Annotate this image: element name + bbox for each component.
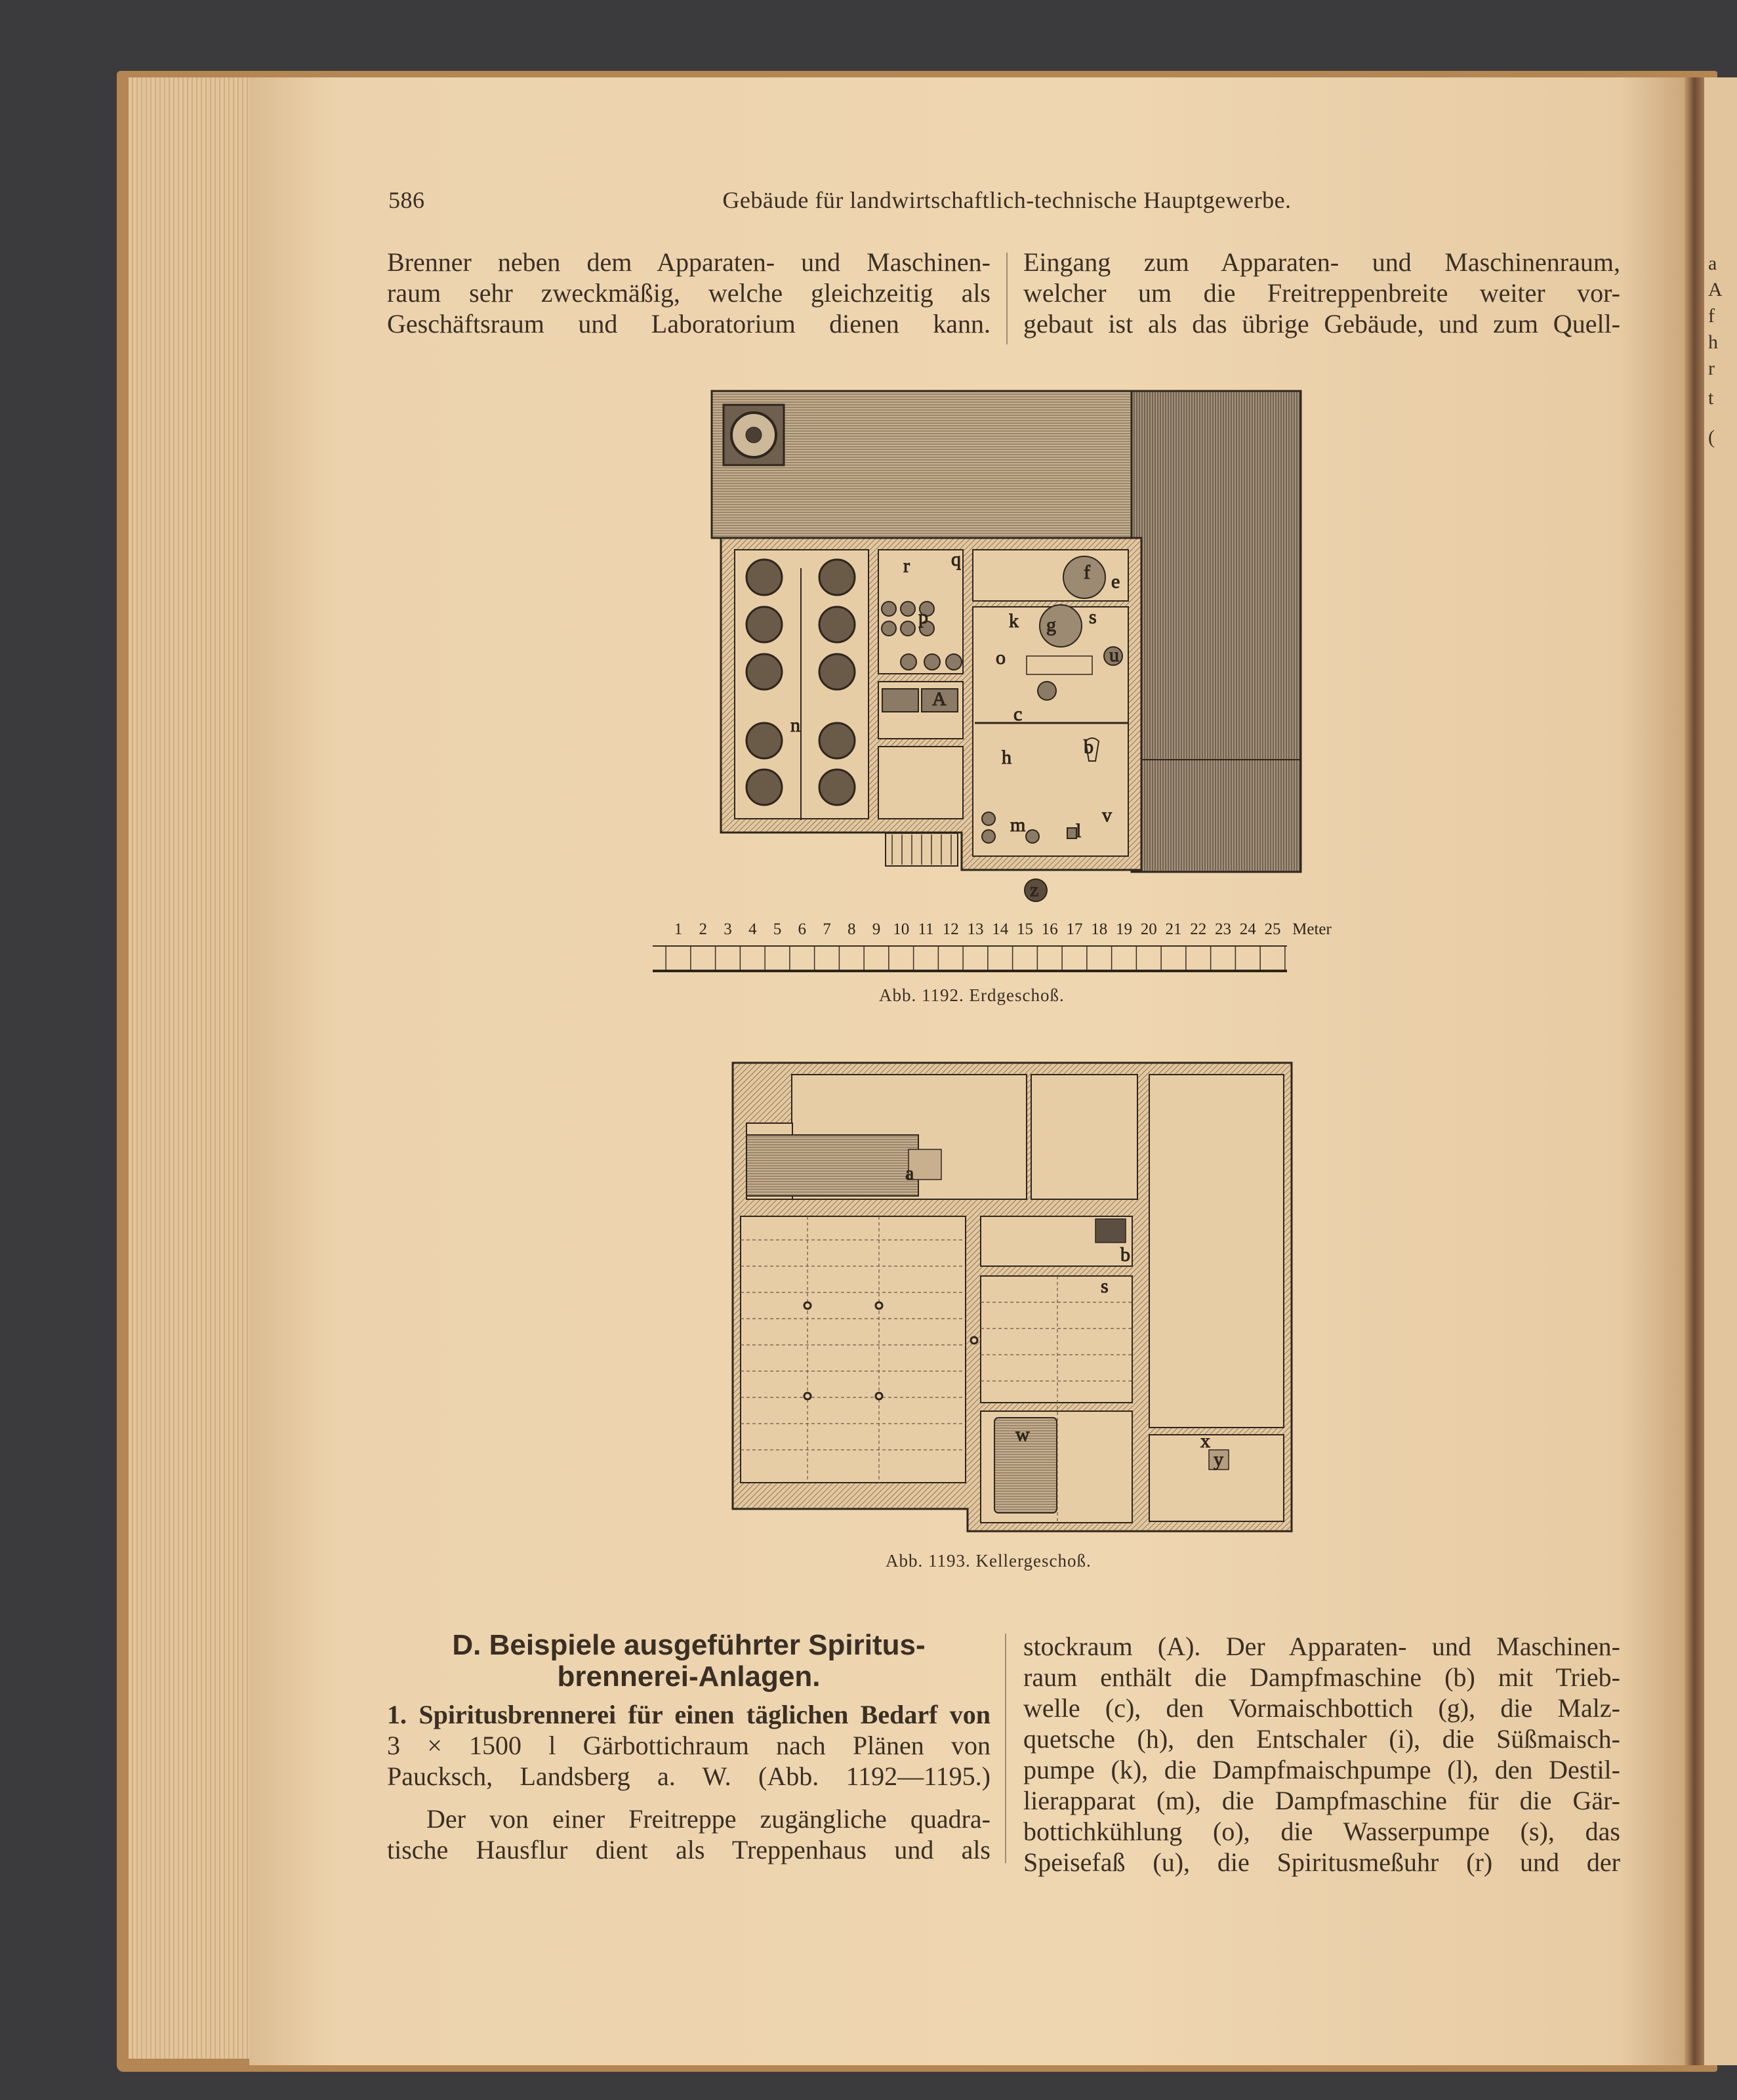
text-line: pumpe (k), die Dampfmaischpumpe (l), den Destil- (1023, 1755, 1620, 1784)
plan-label: m (1010, 814, 1026, 836)
bottom-left-column (387, 1630, 991, 1865)
plan-label: y (1214, 1449, 1223, 1470)
scale-tick-label: 21 (1165, 920, 1182, 938)
facing-page-fragment: f (1708, 305, 1715, 327)
plan-label: p (918, 606, 928, 628)
facing-page-fragment: h (1708, 331, 1718, 353)
room-bottom-right (1149, 1435, 1284, 1521)
scale-tick-label: 13 (967, 920, 984, 938)
scale-bar (653, 920, 1332, 971)
facing-page-fragment: t (1708, 387, 1714, 409)
scale-tick-label: 23 (1215, 920, 1231, 938)
cellar-middle (981, 1276, 1132, 1403)
column-divider (1005, 1634, 1006, 1863)
text-line: lierapparat (m), die Dampfmaschine für die Gär- (1023, 1786, 1620, 1815)
room-stairs (878, 747, 963, 819)
room-right (1149, 1075, 1284, 1428)
plan-label: z (1030, 879, 1039, 901)
scale-tick-label: 16 (1041, 920, 1058, 938)
plan-label: k (1009, 610, 1019, 632)
scale-tick-label: 11 (918, 920, 934, 938)
figure-caption: Abb. 1193. Kellergeschoß. (886, 1551, 1092, 1571)
figure-caption: Abb. 1192. Erdgeschoß. (879, 985, 1065, 1005)
scale-tick-label: 25 (1264, 920, 1281, 938)
text-line: stockraum (A). Der Apparaten- und Maschinen- (1023, 1632, 1620, 1661)
scale-tick-label: 19 (1116, 920, 1132, 938)
scale-tick-label: 6 (798, 920, 806, 938)
plan-label: q (951, 548, 961, 570)
boiler (746, 1135, 918, 1196)
scale-tick-label: 15 (1017, 920, 1033, 938)
plan-label: A (932, 688, 947, 710)
scale-tick-label: 12 (942, 920, 959, 938)
plan-label: b (1084, 736, 1093, 758)
plan-label: f (1084, 562, 1090, 583)
facing-page-fragment: ( (1708, 426, 1715, 448)
plan-label: n (790, 714, 800, 736)
facing-page-fragment: a (1708, 253, 1717, 274)
text-line: raum enthält die Dampfmaschine (b) mit Trieb- (1023, 1662, 1620, 1692)
scale-tick-label: 4 (748, 920, 757, 938)
scale-tick-label: 14 (992, 920, 1009, 938)
figure-kellergeschoss (733, 1063, 1292, 1531)
text-line: welle (c), den Vormaischbottich (g), die Malz- (1023, 1693, 1620, 1723)
subheading-line: Paucksch, Landsberg a. W. (Abb. 1192—1195.) (387, 1761, 991, 1791)
scale-tick-label: 3 (724, 920, 732, 938)
text-line: Geschäftsraum und Laboratorium dienen kann. (387, 309, 991, 339)
plan-label: a (905, 1163, 914, 1184)
plan-label: l (1076, 820, 1082, 842)
running-title: Gebäude für landwirtschaftlich-technische Hauptgewerbe. (722, 187, 1292, 213)
text-line: Speisefaß (u), die Spiritusmeßuhr (r) und der (1023, 1847, 1620, 1877)
scale-tick-label: 20 (1140, 920, 1157, 938)
pump (1095, 1219, 1126, 1243)
text-line: Brenner neben dem Apparaten- und Maschinen- (387, 247, 991, 277)
text-line: quetsche (h), den Entschaler (i), die Süßmaisch- (1023, 1724, 1620, 1754)
scale-tick-label: 22 (1190, 920, 1207, 938)
scale-tick-label: 1 (674, 920, 683, 938)
text-line: raum sehr zweckmäßig, welche gleichzeitig als (387, 278, 991, 308)
plan-label: c (1013, 703, 1023, 725)
subheading-line: 1. Spiritusbrennerei für einen täglichen Bedarf von (387, 1700, 991, 1729)
text-line: tische Hausflur dient als Treppenhaus und als (387, 1835, 991, 1864)
scale-tick-label: 10 (893, 920, 910, 938)
adjacent-building (1132, 391, 1301, 872)
plan-label: r (903, 555, 910, 577)
room-storage (1031, 1075, 1137, 1199)
plan-label: s (1089, 606, 1097, 628)
scale-tick-label: 17 (1066, 920, 1083, 938)
facing-page-fragment: r (1708, 358, 1715, 379)
text-line: Der von einer Freitreppe zugängliche quadra- (426, 1804, 991, 1834)
page-number: 586 (388, 187, 425, 213)
section-heading: D. Beispiele ausgeführter Spiritus- (452, 1629, 926, 1661)
scale-tick-label: 8 (848, 920, 856, 938)
plan-label: u (1109, 644, 1119, 666)
text-line: Eingang zum Apparaten- und Maschinenraum, (1023, 247, 1620, 277)
plan-label: e (1111, 571, 1120, 592)
cellar-left (741, 1216, 966, 1483)
plan-label: o (996, 647, 1006, 669)
text-line: gebaut ist als das übrige Gebäude, und zum Quell- (1023, 309, 1620, 339)
facing-page-fragment: A (1708, 279, 1723, 300)
scale-tick-label: 9 (872, 920, 881, 938)
plan-label: x (1200, 1430, 1210, 1452)
text-line: bottichkühlung (o), die Wasserpumpe (s), das (1023, 1817, 1620, 1846)
scale-tick-label: 7 (823, 920, 831, 938)
plan-label: s (1101, 1275, 1109, 1297)
scale-tick-label: 5 (773, 920, 782, 938)
bottom-right-column (1023, 1631, 1620, 1878)
text-line: welcher um die Freitreppenbreite weiter vor- (1023, 278, 1620, 308)
scale-tick-label: 24 (1239, 920, 1256, 938)
plan-label: b (1120, 1244, 1130, 1266)
plan-label: h (1002, 747, 1012, 768)
scale-tick-label: 18 (1091, 920, 1108, 938)
section-heading: brennerei-Anlagen. (557, 1660, 821, 1693)
plan-label: w (1015, 1424, 1030, 1445)
figure-erdgeschoss (712, 391, 1301, 901)
plan-label: g (1046, 614, 1056, 636)
plan-label: v (1102, 804, 1112, 826)
scale-tick-label: 2 (699, 920, 707, 938)
subheading-line: 3 × 1500 l Gärbottichraum nach Plänen von (387, 1731, 991, 1760)
scale-unit: Meter (1292, 920, 1332, 938)
